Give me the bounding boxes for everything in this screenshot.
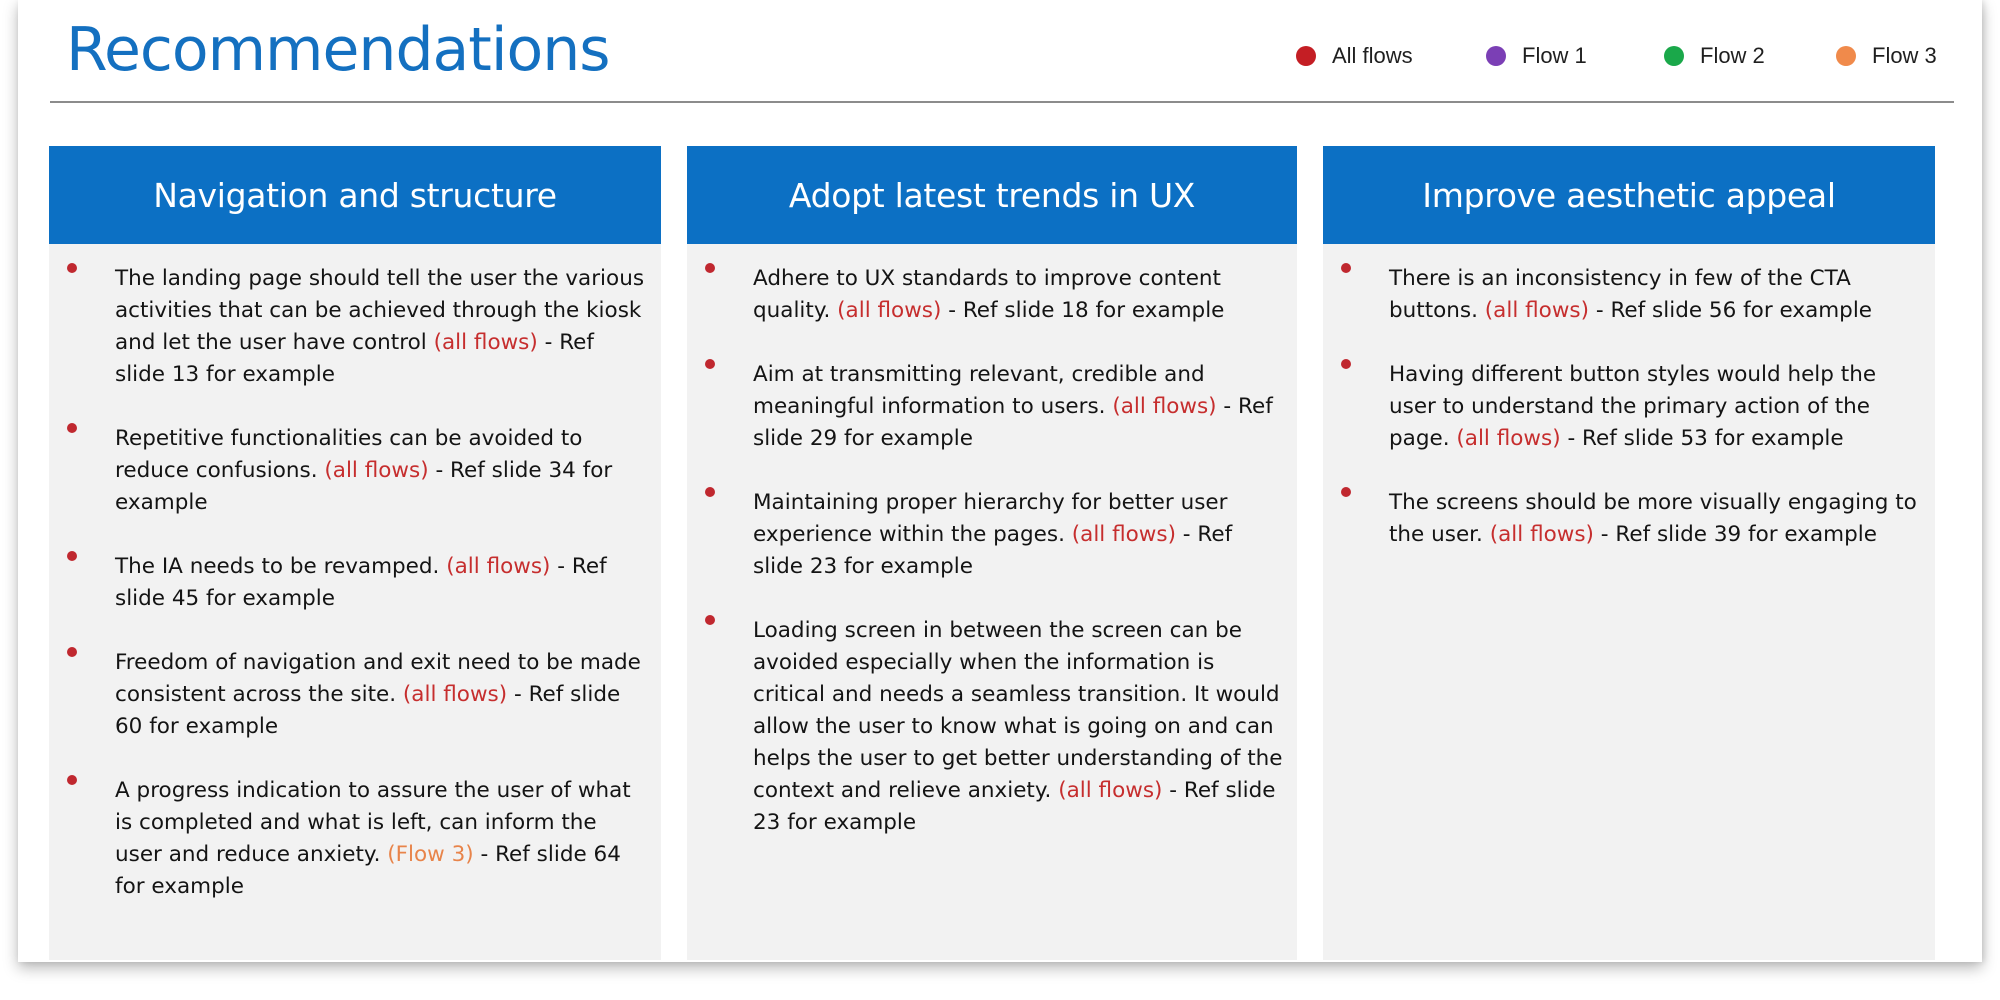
legend-item-all-flows: [1296, 40, 1413, 72]
list-item: [49, 775, 661, 903]
item-ref: - Ref slide 18 for example: [941, 298, 1225, 323]
item-text: Aim at transmitting relevant, credible and meaningful information to users.: [753, 362, 1205, 419]
flow-tag: (all flows): [324, 458, 429, 483]
flow-tag: (all flows): [1484, 298, 1590, 323]
item-text: The landing page should tell the user the various activities that can be achieved through the kiosk and let the user have control: [115, 266, 645, 355]
list-item: [49, 263, 661, 391]
column-header: Navigation and structure: [49, 146, 661, 244]
bullet-icon: [705, 263, 715, 273]
page-title: Recommendations: [66, 15, 610, 85]
bullet-icon: [705, 615, 715, 625]
flow-tag: (all flows): [1058, 778, 1163, 803]
legend-item-flow-3: [1836, 40, 1937, 72]
bullet-icon: [67, 423, 77, 433]
list-item: [49, 647, 661, 743]
legend-label: Flow 1: [1522, 43, 1587, 68]
flow-tag: (all flows): [837, 298, 942, 323]
legend-label: All flows: [1332, 43, 1413, 68]
legend-dot-icon: [1486, 46, 1506, 66]
column-navigation-and-structure: [49, 146, 661, 960]
legend-label: Flow 2: [1700, 43, 1765, 68]
bullet-icon: [1341, 263, 1351, 273]
flow-tag: (Flow 3): [387, 842, 474, 867]
item-ref: - Ref slide 23 for example: [753, 778, 1276, 835]
bullet-icon: [67, 551, 77, 561]
item-ref: - Ref slide 53 for example: [1560, 426, 1844, 451]
column-header: Improve aesthetic appeal: [1323, 146, 1935, 244]
list-item: [687, 615, 1297, 839]
item-text: Loading screen in between the screen can be avoided especially when the information is critical and needs a seamless transition. It would allow the user to know what is going on and can helps the user to get better understanding of the context and relieve anxiety.: [753, 618, 1283, 803]
flow-tag: (all flows): [402, 682, 508, 707]
item-ref: - Ref slide 13 for example: [115, 330, 594, 387]
flow-tag: (all flows): [446, 554, 551, 579]
item-ref: - Ref slide 39 for example: [1593, 522, 1877, 547]
list-item: [1323, 263, 1935, 327]
flow-tag: (all flows): [1112, 394, 1217, 419]
legend-label: Flow 3: [1872, 43, 1937, 68]
bullet-icon: [67, 647, 77, 657]
bullet-icon: [705, 487, 715, 497]
recommendation-list: [687, 263, 1297, 871]
item-text: A progress indication to assure the user of what is completed and what is left, can inform the user and reduce anxiety.: [115, 778, 631, 867]
column-header: Adopt latest trends in UX: [687, 146, 1297, 244]
recommendation-list: [1323, 263, 1935, 583]
legend-dot-icon: [1664, 46, 1684, 66]
list-item: [49, 551, 661, 615]
bullet-icon: [67, 263, 77, 273]
list-item: [1323, 359, 1935, 455]
flow-tag: (all flows): [433, 330, 538, 355]
legend-dot-icon: [1296, 46, 1316, 66]
flow-tag: (all flows): [1071, 522, 1176, 547]
item-text: Having different button styles would help the user to understand the primary action of the page.: [1389, 362, 1877, 451]
bullet-icon: [67, 775, 77, 785]
item-ref: - Ref slide 64 for example: [115, 842, 621, 899]
item-ref: - Ref slide 56 for example: [1589, 298, 1873, 323]
flow-tag: (all flows): [1456, 426, 1561, 451]
column-improve-aesthetic-appeal: [1323, 146, 1935, 960]
item-text: Adhere to UX standards to improve content quality.: [753, 266, 1221, 323]
flow-tag: (all flows): [1489, 522, 1594, 547]
list-item: [687, 487, 1297, 583]
item-ref: - Ref slide 34 for example: [115, 458, 613, 515]
item-ref: - Ref slide 45 for example: [115, 554, 607, 611]
bullet-icon: [705, 359, 715, 369]
list-item: [687, 263, 1297, 327]
recommendation-list: [49, 263, 661, 935]
item-text: Maintaining proper hierarchy for better user experience within the pages.: [753, 490, 1228, 547]
legend-item-flow-2: [1664, 40, 1765, 72]
legend-dot-icon: [1836, 46, 1856, 66]
item-text: The screens should be more visually engaging to the user.: [1389, 490, 1917, 547]
title-divider: [50, 101, 1954, 103]
item-text: There is an inconsistency in few of the CTA buttons.: [1389, 266, 1851, 323]
item-text: The IA needs to be revamped.: [115, 554, 440, 579]
legend-item-flow-1: [1486, 40, 1587, 72]
item-ref: - Ref slide 60 for example: [115, 682, 621, 739]
list-item: [687, 359, 1297, 455]
slide-frame: [18, 0, 1982, 962]
list-item: [49, 423, 661, 519]
item-text: Freedom of navigation and exit need to be made consistent across the site.: [115, 650, 641, 707]
list-item: [1323, 487, 1935, 551]
item-text: Repetitive functionalities can be avoided to reduce confusions.: [115, 426, 583, 483]
bullet-icon: [1341, 359, 1351, 369]
item-ref: - Ref slide 29 for example: [753, 394, 1273, 451]
item-ref: - Ref slide 23 for example: [753, 522, 1233, 579]
column-adopt-latest-trends: [687, 146, 1297, 960]
bullet-icon: [1341, 487, 1351, 497]
